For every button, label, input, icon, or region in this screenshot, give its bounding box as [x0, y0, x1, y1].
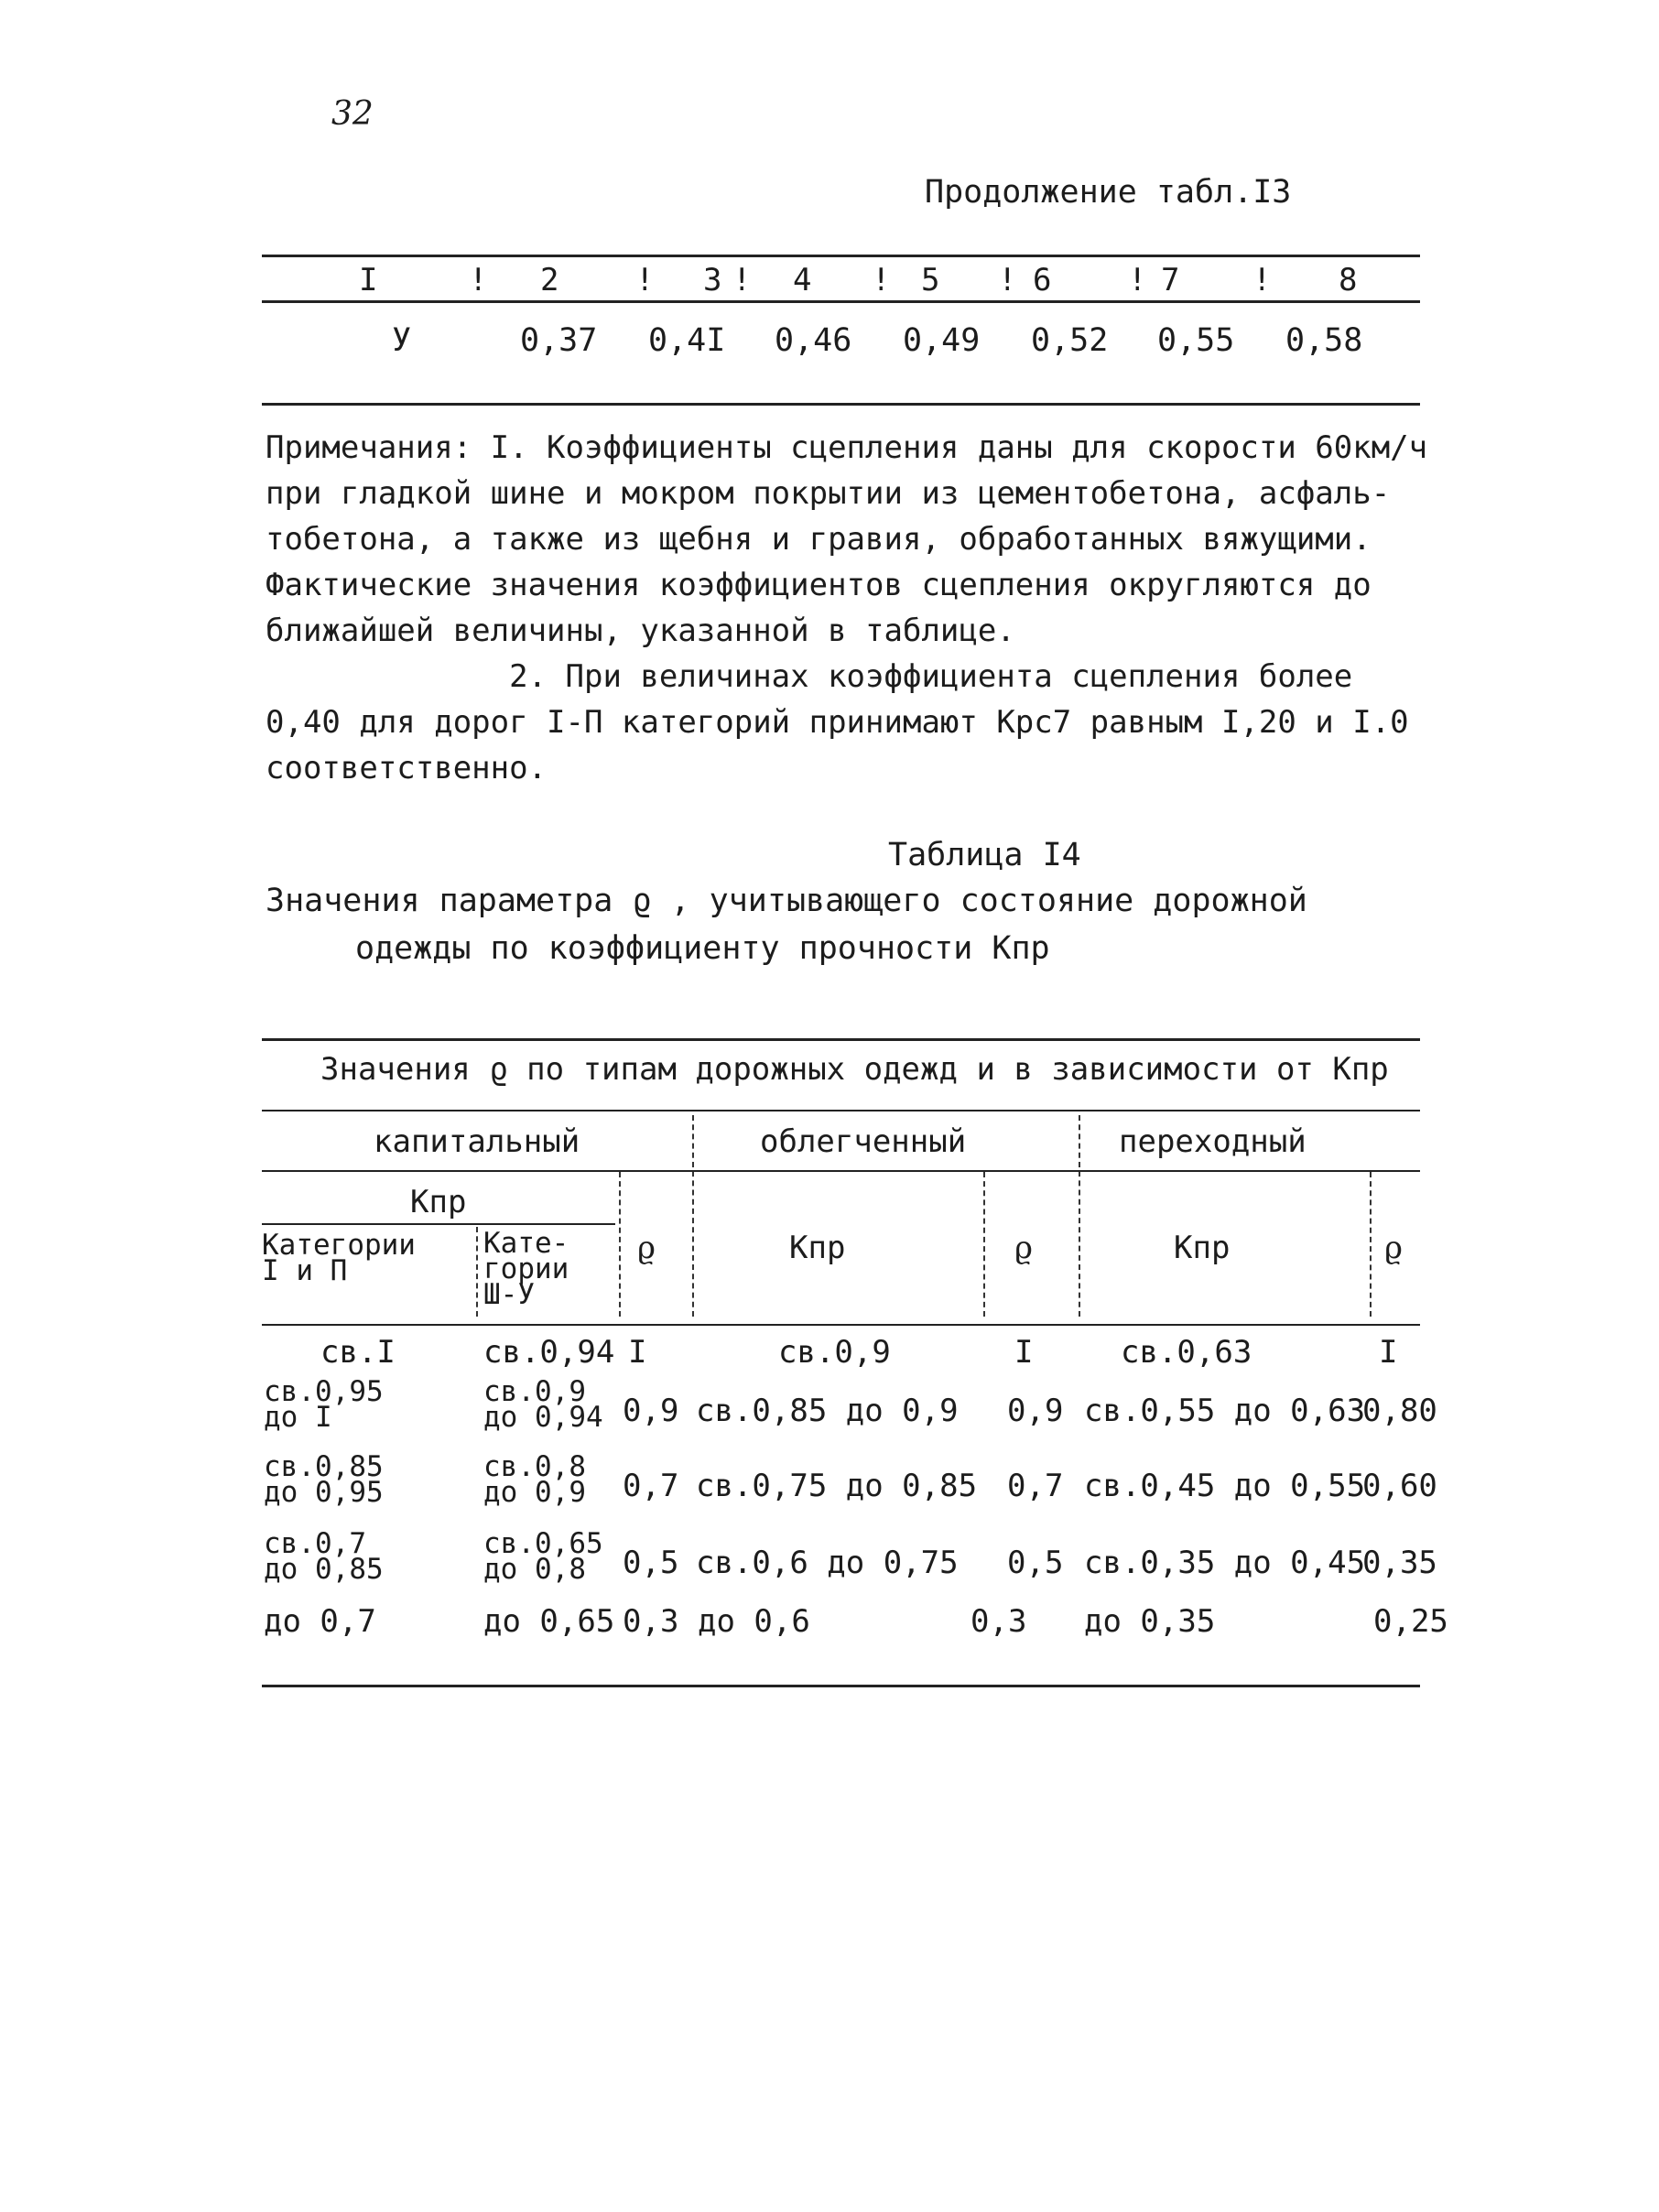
table13-header-2: 2	[540, 262, 559, 298]
table14-caption: Таблица I4	[888, 837, 1081, 873]
table13-header-sep: !	[998, 262, 1017, 298]
column-divider	[619, 1172, 621, 1317]
categories-1-2: Категории I и П	[262, 1229, 416, 1287]
table14-top-rule	[262, 1038, 1420, 1041]
table-cell: св.0,8 до 0,9	[483, 1450, 586, 1509]
rho-transitional: ϱ	[1384, 1230, 1403, 1266]
table-cell: св.0,7 до 0,85	[264, 1527, 384, 1586]
table-cell: до 0,7	[264, 1603, 376, 1640]
note-line: ближайшей величины, указанной в таблице.	[266, 613, 1015, 649]
table-cell: 0,35	[1362, 1545, 1437, 1581]
table13-bottom-rule	[262, 403, 1420, 406]
table-cell: 0,7	[623, 1468, 679, 1504]
table-cell: 0,3	[623, 1603, 679, 1640]
table14-main-header: Значения ϱ по типам дорожных одежд и в зависимости от Кпр	[320, 1051, 1389, 1088]
table13-cell: 0,49	[903, 322, 981, 359]
type-capital: капитальный	[374, 1123, 580, 1160]
continuation-caption: Продолжение табл.I3	[925, 174, 1292, 211]
table-cell: до 0,65	[483, 1603, 615, 1640]
table-cell: св.0,65 до 0,8	[483, 1527, 603, 1586]
note-line: тобетона, а также из щебня и гравия, обработанных вяжущими.	[266, 521, 1372, 558]
table14-header-rule	[262, 1110, 1420, 1111]
note-line: соответственно.	[266, 750, 548, 786]
table-cell: св.0,9	[778, 1334, 891, 1371]
type-light: облегченный	[760, 1123, 967, 1160]
table13-top-rule	[262, 255, 1420, 257]
kpr-capital: Кпр	[410, 1184, 467, 1220]
table13-header-sep: !	[872, 262, 891, 298]
table-cell: св.0,94	[483, 1334, 615, 1371]
table-cell: св.0,45 до 0,55	[1084, 1468, 1366, 1504]
table13-header-sep: !	[635, 262, 655, 298]
column-divider	[983, 1172, 985, 1317]
table-cell: св.0,85 до 0,95	[264, 1450, 384, 1509]
table-cell: I	[1014, 1334, 1034, 1371]
kpr-rule	[262, 1223, 615, 1225]
note-line: Фактические значения коэффициентов сцепления округляются до	[266, 567, 1372, 603]
table-cell: св.0,9 до 0,94	[483, 1375, 603, 1434]
type-transitional: переходный	[1119, 1123, 1307, 1160]
note-line: при гладкой шине и мокром покрытии из цементобетона, асфаль-	[266, 475, 1391, 512]
categories-3-5: Кате- гории Ш-У	[483, 1227, 569, 1311]
table13-header-sep: !	[1252, 262, 1272, 298]
table13-header-7: 7	[1161, 262, 1180, 298]
table-cell: 0,25	[1373, 1603, 1448, 1640]
note-line: 0,40 для дорог I-П категорий принимают Крс7 равным I,20 и I.0	[266, 704, 1409, 741]
note-line: Примечания: I. Коэффициенты сцепления даны для скорости 60км/ч	[266, 429, 1428, 466]
table13-header-sep: !	[469, 262, 488, 298]
table-cell: I	[1379, 1334, 1398, 1371]
table-cell: св.I	[320, 1334, 396, 1371]
table13-cell: 0,58	[1285, 322, 1363, 359]
column-divider	[1079, 1115, 1080, 1317]
table-cell: 0,7	[1007, 1468, 1064, 1504]
table14-body-rule	[262, 1324, 1420, 1326]
table-cell: св.0,35 до 0,45	[1084, 1545, 1366, 1581]
kpr-light: Кпр	[789, 1230, 846, 1266]
table13-cell: 0,37	[520, 322, 598, 359]
column-divider	[692, 1115, 694, 1317]
table-cell: св.0,63	[1121, 1334, 1252, 1371]
table-cell: до 0,35	[1084, 1603, 1216, 1640]
table13-header-4: 4	[793, 262, 812, 298]
table13-header-3: 3	[703, 262, 722, 298]
table13-header-1: I	[359, 262, 378, 298]
table-cell: 0,3	[970, 1603, 1027, 1640]
rho-light: ϱ	[1014, 1230, 1033, 1266]
note-line: 2. При величинах коэффициента сцепления более	[266, 658, 1353, 695]
table-cell: св.0,85 до 0,9	[696, 1393, 959, 1429]
table-cell: св.0,95 до I	[264, 1375, 384, 1434]
table-cell: 0,5	[623, 1545, 679, 1581]
table-cell: св.0,55 до 0,63	[1084, 1393, 1366, 1429]
table13-cell: 0,52	[1031, 322, 1109, 359]
table14-bottom-rule	[262, 1685, 1420, 1687]
table-cell: 0,60	[1362, 1468, 1437, 1504]
table13-header-5: 5	[921, 262, 940, 298]
table13-header-sep: !	[732, 262, 752, 298]
table14-title: Значения параметра ϱ , учитывающего состояние дорожной	[266, 883, 1307, 919]
table-cell: 0,9	[623, 1393, 679, 1429]
table13-cell: 0,4I	[648, 322, 726, 359]
table14-subheader-rule	[262, 1170, 1420, 1172]
table-cell: I	[628, 1334, 647, 1371]
table13-header-8: 8	[1339, 262, 1358, 298]
table-cell: св.0,75 до 0,85	[696, 1468, 978, 1504]
column-divider	[1370, 1172, 1372, 1317]
table13-cell: 0,46	[775, 322, 852, 359]
table-cell: св.0,6 до 0,75	[696, 1545, 959, 1581]
table14-title-cont: одежды по коэффициенту прочности Кпр	[355, 930, 1050, 967]
table13-header-6: 6	[1033, 262, 1052, 298]
table-cell: 0,5	[1007, 1545, 1064, 1581]
page-number: 32	[331, 95, 374, 133]
notes-block	[266, 425, 1437, 791]
table-cell: 0,9	[1007, 1393, 1064, 1429]
column-divider	[476, 1227, 478, 1317]
table-cell: до 0,6	[698, 1603, 810, 1640]
table-cell: 0,80	[1362, 1393, 1437, 1429]
table13-row-label: У	[392, 322, 412, 359]
table13-header-rule	[262, 300, 1420, 303]
table13-header-sep: !	[1128, 262, 1147, 298]
kpr-transitional: Кпр	[1174, 1230, 1231, 1266]
rho-capital: ϱ	[637, 1230, 656, 1266]
table13-cell: 0,55	[1157, 322, 1235, 359]
